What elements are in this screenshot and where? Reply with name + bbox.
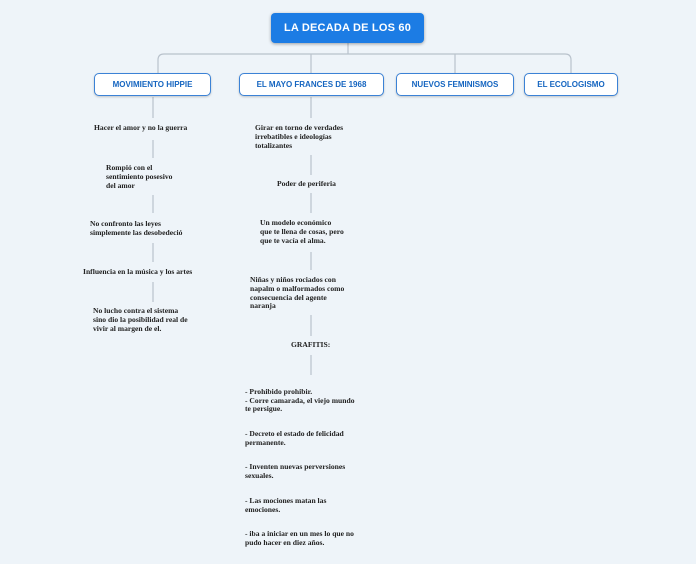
grafitis-item-4: - Las mociones matan las emociones. bbox=[245, 495, 327, 514]
grafitis-item-3: - Inventen nuevas perversiones sexuales. bbox=[245, 462, 346, 481]
grafitis-item-1: - Prohibido prohibir. - Corre camarada, el viejo mundo te persigue. bbox=[245, 386, 355, 414]
hippie-note-2[interactable]: Rompió con el sentimiento posesivo del amor bbox=[106, 163, 173, 190]
branch-movimiento-hippie[interactable]: MOVIMIENTO HIPPIE bbox=[94, 73, 211, 96]
grafitis-item-2: - Decreto el estado de felicidad permanente. bbox=[245, 428, 344, 447]
branch-nuevos-feminismos[interactable]: NUEVOS FEMINISMOS bbox=[396, 73, 514, 96]
hippie-note-5[interactable]: No lucho contra el sistema sino dio la posibilidad real de vivir al margen de el. bbox=[93, 306, 188, 333]
hippie-note-3[interactable]: No confronto las leyes simplemente las desobedeció bbox=[90, 219, 183, 237]
grafitis-list[interactable] bbox=[245, 379, 385, 564]
mayo-note-4[interactable]: Niñas y niños rociados con napalm o malformados como consecuencia del agente naranja bbox=[250, 275, 345, 311]
grafitis-item-5: - iba a iniciar en un mes lo que no pudo hacer en diez años. bbox=[245, 529, 354, 547]
branch-bus bbox=[158, 54, 571, 73]
hippie-note-4[interactable]: Influencia en la música y los artes bbox=[83, 267, 193, 276]
hippie-note-1[interactable]: Hacer el amor y no la guerra bbox=[94, 123, 188, 132]
mayo-note-3[interactable]: Un modelo económico que te llena de cosas, pero que te vacía el alma. bbox=[260, 218, 344, 245]
branch-mayo-frances[interactable]: EL MAYO FRANCES DE 1968 bbox=[239, 73, 384, 96]
root-topic[interactable]: LA DECADA DE LOS 60 bbox=[271, 13, 424, 43]
mayo-note-grafitis[interactable]: GRAFITIS: bbox=[291, 340, 331, 349]
branch-ecologismo[interactable]: EL ECOLOGISMO bbox=[524, 73, 618, 96]
mayo-note-2[interactable]: Poder de periferia bbox=[277, 179, 336, 188]
mayo-note-1[interactable]: Girar en torno de verdades irrebatibles e ideologías totalizantes bbox=[255, 123, 344, 150]
